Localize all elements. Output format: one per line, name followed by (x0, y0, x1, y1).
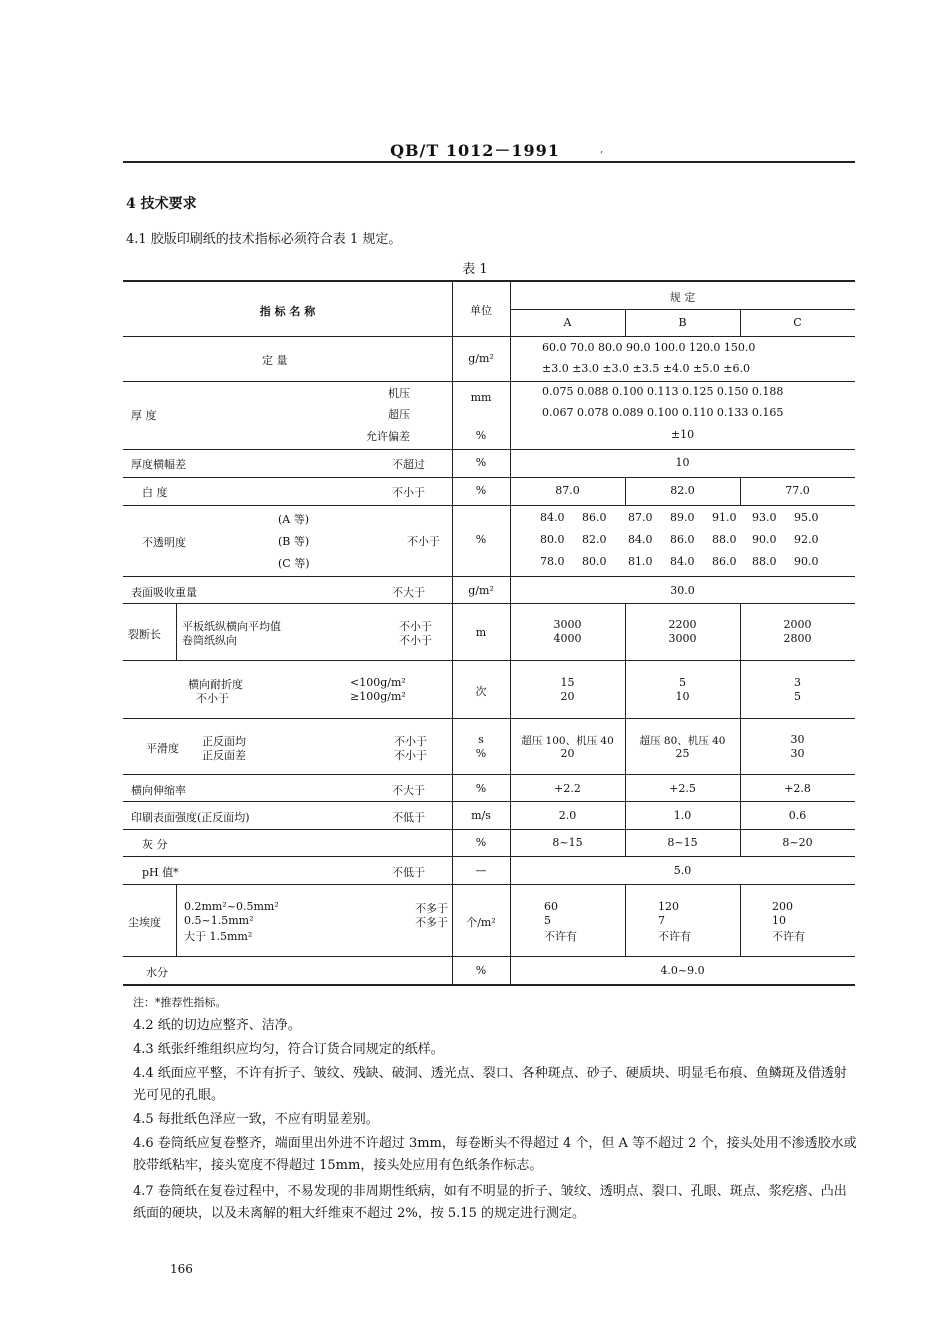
cross-thickness-cond: 不超过 (392, 458, 425, 471)
opacity-unit: % (475, 533, 487, 546)
smoothness-diff-label: 正反面差 (202, 749, 246, 762)
opacity-grade-b: (B 等) (278, 535, 310, 548)
basis-weight-unit: g/m² (468, 352, 494, 365)
breaking-flat-label: 平板纸纵横向平均值 (182, 620, 281, 633)
grade-b-header: B (678, 316, 687, 329)
ph-label: pH 值* (142, 866, 179, 879)
dirt-label: 尘埃度 (128, 916, 161, 929)
dirt-size1-label: 0.2mm²~0.5mm² (184, 900, 279, 913)
moisture-label: 水分 (146, 966, 168, 979)
moisture-unit: % (475, 964, 487, 977)
ph-unit: — (475, 864, 487, 877)
thickness-machine-label: 机压 (388, 387, 410, 400)
dirt-a3: 不许有 (544, 930, 577, 943)
smoothness-b1: 超压 80、机压 40 (639, 735, 726, 747)
whiteness-b: 82.0 (670, 484, 695, 497)
thickness-tolerance-value: ±10 (670, 428, 695, 441)
dirt-size1-cond: 不多于 (415, 902, 448, 915)
basis-weight-values: 60.0 70.0 80.0 90.0 100.0 120.0 150.0 (542, 341, 756, 354)
shrink-unit: % (475, 782, 487, 795)
surface-strength-c: 0.6 (788, 809, 807, 822)
thickness-super-label: 超压 (388, 408, 410, 421)
dirt-b2: 7 (658, 914, 665, 927)
para-4-7: 4.7 卷筒纸在复卷过程中，不易发现的非周期性纸病，如有不明显的折子、皱纹、透明点、裂口、孔眼、斑点、浆疙瘩、凸出纸面的硬块，以及未离解的粗大纤维束不超过 2%，按 5.15 的规定进行测定。 (133, 1184, 847, 1221)
breaking-unit: m (475, 626, 487, 639)
folding-light-label: <100g/m² (350, 676, 406, 689)
breaking-c1: 2000 (783, 618, 812, 631)
smoothness-unit-pct: % (475, 747, 487, 760)
thickness-unit: mm (470, 391, 492, 404)
folding-label: 横向耐折度 (188, 678, 243, 691)
folding-b1: 5 (679, 676, 686, 689)
smoothness-c1: 30 (790, 733, 805, 746)
standard-code: QB/T 1012－1991 (390, 141, 560, 160)
dirt-size3-label: 大于 1.5mm² (184, 930, 253, 943)
basis-weight-tolerance: ±3.0 ±3.0 ±3.0 ±3.5 ±4.0 ±5.0 ±6.0 (542, 362, 750, 375)
scan-mark: , (600, 144, 604, 155)
breaking-length-label: 裂断长 (128, 628, 161, 641)
folding-a1: 15 (560, 676, 575, 689)
section-title: 4 技术要求 (126, 196, 197, 212)
cross-thickness-unit: % (475, 456, 487, 469)
ash-a: 8~15 (552, 836, 583, 849)
shrink-a: +2.2 (554, 782, 581, 795)
surface-strength-unit: m/s (471, 809, 491, 822)
cross-thickness-label: 厚度横幅差 (131, 458, 186, 471)
smoothness-avg-label: 正反面均 (202, 735, 246, 748)
ash-c: 8~20 (782, 836, 813, 849)
breaking-roll-label: 卷筒纸纵向 (182, 634, 237, 647)
folding-unit: 次 (475, 685, 487, 698)
smoothness-a2: 20 (560, 747, 575, 760)
para-4-6: 4.6 卷筒纸应复卷整齐，端面里出外进不许超过 3mm，每卷断头不得超过 4 个，但 A 等不超过 2 个，接头处用不渗透胶水或胶带纸粘牢，接头宽度不得超过 15mm，接头处应用有色纸条作标志。 (133, 1136, 857, 1173)
absorb-unit: g/m² (468, 584, 494, 597)
smoothness-b2: 25 (675, 747, 690, 760)
shrink-cond: 不大于 (392, 784, 425, 797)
breaking-a2: 4000 (553, 632, 582, 645)
moisture-value: 4.0~9.0 (660, 964, 705, 977)
surface-strength-label: 印刷表面强度(正反面均) (131, 811, 250, 824)
smoothness-a1: 超压 100、机压 40 (521, 735, 614, 747)
col-item-header: 指 标 名 称 (259, 305, 316, 318)
col-spec-header: 规 定 (669, 291, 696, 304)
breaking-roll-cond: 不小于 (399, 634, 432, 647)
col-unit-header: 单位 (470, 304, 492, 317)
whiteness-label: 白 度 (142, 486, 168, 499)
basis-weight-label: 定 量 (262, 354, 288, 367)
dirt-c2: 10 (772, 914, 786, 927)
dirt-b3: 不许有 (658, 930, 691, 943)
para-4-2: 4.2 纸的切边应整齐、洁净。 (133, 1018, 301, 1033)
thickness-label: 厚 度 (131, 409, 157, 422)
dirt-b1: 120 (658, 900, 679, 913)
ash-unit: % (475, 836, 487, 849)
header-rule (123, 161, 855, 163)
table-note: 注：*推荐性指标。 (133, 996, 227, 1009)
para-4-1: 4.1 胶版印刷纸的技术指标必须符合表 1 规定。 (126, 232, 402, 247)
thickness-super-values: 0.067 0.078 0.089 0.100 0.110 0.133 0.165 (542, 406, 784, 419)
opacity-cond: 不小于 (407, 535, 440, 548)
dirt-a2: 5 (544, 914, 551, 927)
para-4-3: 4.3 纸张纤维组织应均匀，符合订货合同规定的纸样。 (133, 1042, 444, 1057)
shrink-label: 横向伸缩率 (131, 784, 186, 797)
table-caption: 表 1 (462, 262, 488, 277)
smoothness-unit-s: s (478, 733, 484, 746)
folding-a2: 20 (560, 690, 575, 703)
thickness-machine-values: 0.075 0.088 0.100 0.113 0.125 0.150 0.188 (542, 385, 784, 398)
absorb-label: 表面吸收重量 (131, 586, 197, 599)
cross-thickness-value: 10 (675, 456, 690, 469)
smoothness-avg-cond: 不小于 (394, 735, 427, 748)
grade-c-header: C (793, 316, 802, 329)
whiteness-a: 87.0 (555, 484, 580, 497)
surface-strength-cond: 不低于 (392, 811, 425, 824)
ph-value: 5.0 (673, 864, 692, 877)
ash-label: 灰 分 (142, 838, 168, 851)
smoothness-diff-cond: 不小于 (394, 749, 427, 762)
surface-strength-b: 1.0 (673, 809, 692, 822)
breaking-b1: 2200 (668, 618, 697, 631)
whiteness-unit: % (475, 484, 487, 497)
folding-heavy-label: ≥100g/m² (350, 690, 406, 703)
smoothness-label: 平滑度 (146, 742, 179, 755)
thickness-tolerance-label: 允许偏差 (366, 430, 410, 443)
folding-c1: 3 (794, 676, 801, 689)
opacity-label: 不透明度 (142, 536, 186, 549)
dirt-unit: 个/m² (466, 916, 496, 929)
ph-cond: 不低于 (392, 866, 425, 879)
para-4-4: 4.4 纸面应平整，不许有折子、皱纹、残缺、破洞、透光点、裂口、各种斑点、砂子、硬质块、明显毛布痕、鱼鳞斑及借透射光可见的孔眼。 (133, 1066, 847, 1103)
dirt-c1: 200 (772, 900, 793, 913)
surface-strength-a: 2.0 (558, 809, 577, 822)
dirt-size2-cond: 不多于 (415, 916, 448, 929)
absorb-value: 30.0 (670, 584, 695, 597)
thickness-tol-unit: % (475, 429, 487, 442)
breaking-b2: 3000 (668, 632, 697, 645)
smoothness-c2: 30 (790, 747, 805, 760)
breaking-c2: 2800 (783, 632, 812, 645)
opacity-grade-c: (C 等) (278, 557, 310, 570)
para-4-5: 4.5 每批纸色泽应一致，不应有明显差别。 (133, 1112, 379, 1127)
breaking-a1: 3000 (553, 618, 582, 631)
dirt-a1: 60 (544, 900, 558, 913)
whiteness-c: 77.0 (785, 484, 810, 497)
whiteness-cond: 不小于 (392, 486, 425, 499)
breaking-flat-cond: 不小于 (399, 620, 432, 633)
folding-cond: 不小于 (196, 692, 229, 705)
shrink-b: +2.5 (669, 782, 696, 795)
dirt-size2-label: 0.5~1.5mm² (184, 914, 254, 927)
shrink-c: +2.8 (784, 782, 811, 795)
ash-b: 8~15 (667, 836, 698, 849)
opacity-grade-a: (A 等) (278, 513, 310, 526)
dirt-c3: 不许有 (772, 930, 805, 943)
folding-c2: 5 (794, 690, 801, 703)
folding-b2: 10 (675, 690, 690, 703)
absorb-cond: 不大于 (392, 586, 425, 599)
page-number: 166 (170, 1262, 193, 1276)
grade-a-header: A (563, 316, 572, 329)
